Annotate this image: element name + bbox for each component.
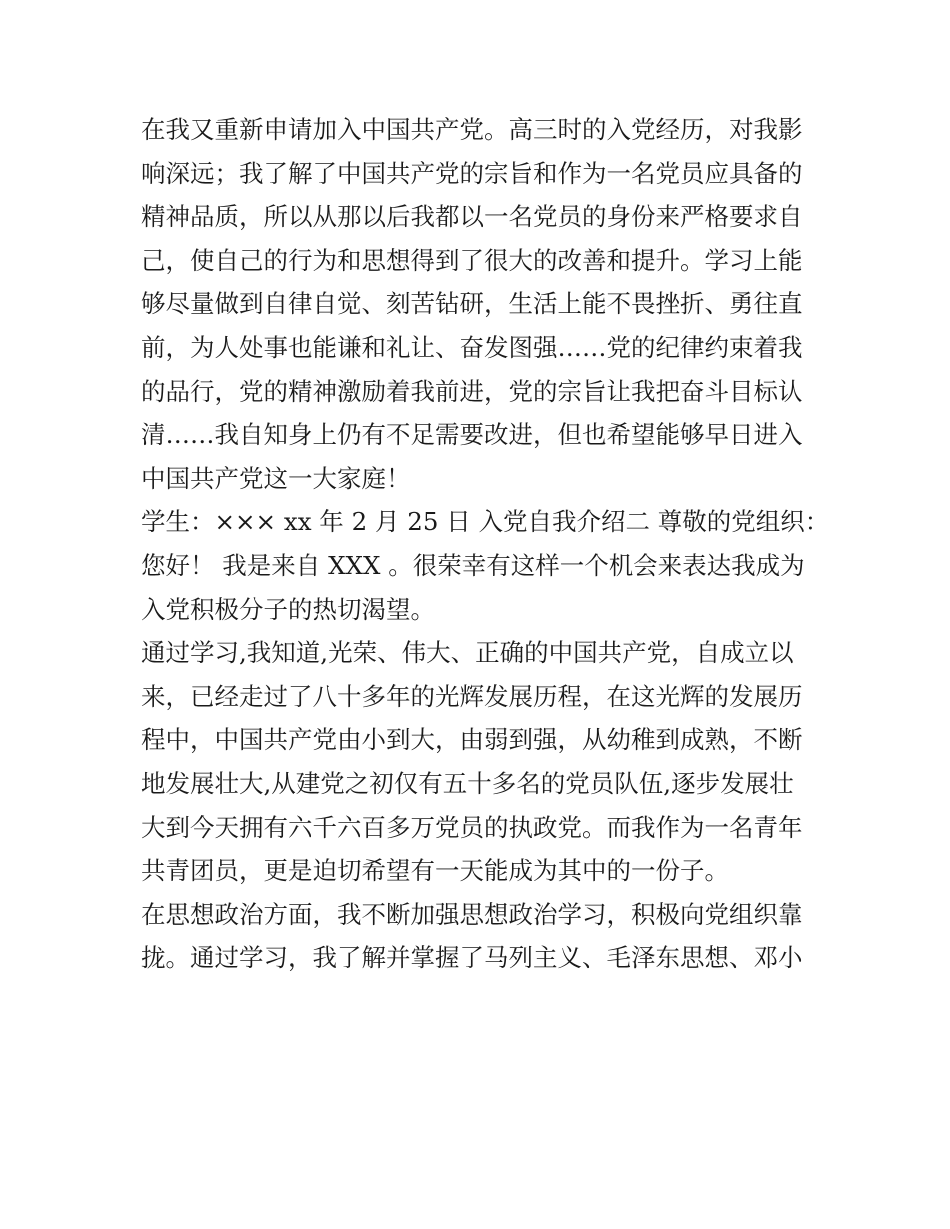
text-line: 入党积极分子的热切渴望。 [141, 594, 435, 624]
text-line: 您好！ 我是来自 XXX 。很荣幸有这样一个机会来表达我成为 [141, 550, 805, 580]
document-body [141, 108, 831, 980]
text-line: 在我又重新申请加入中国共产党。高三时的入党经历，对我影 [141, 115, 803, 144]
text-line: 清……我自知身上仍有不足需要改进，但也希望能够早日进入 [141, 420, 803, 450]
text-line: 通过学习,我知道,光荣、伟大、正确的中国共产党，自成立以 [141, 638, 794, 668]
text-line: 大到今天拥有六千六百多万党员的执政党。而我作为一名青年 [141, 812, 803, 842]
text-line: 学生：××× xx 年 2 月 25 日 入党自我介绍二 尊敬的党组织： [141, 507, 830, 537]
text-line: 前，为人处事也能谦和礼让、奋发图强……党的纪律约束着我 [141, 332, 803, 362]
text-line: 够尽量做到自律自觉、刻苦钻研，生活上能不畏挫折、勇往直 [141, 289, 803, 319]
paragraph-1 [141, 108, 831, 500]
text-line: 来，已经走过了八十多年的光辉发展历程，在这光辉的发展历 [141, 681, 803, 711]
text-line: 响深远；我了解了中国共产党的宗旨和作为一名党员应具备的 [141, 158, 803, 188]
text-line: 在思想政治方面，我不断加强思想政治学习，积极向党组织靠 [141, 899, 803, 929]
text-line: 精神品质，所以从那以后我都以一名党员的身份来严格要求自 [141, 202, 803, 232]
text-line: 共青团员，更是迫切希望有一天能成为其中的一份子。 [141, 856, 729, 886]
paragraph-3 [141, 631, 831, 893]
paragraph-2 [141, 500, 831, 631]
text-line: 拢。通过学习，我了解并掌握了马列主义、毛泽东思想、邓小 [141, 943, 803, 973]
text-line: 程中，中国共产党由小到大，由弱到强，从幼稚到成熟，不断 [141, 725, 803, 755]
paragraph-4 [141, 893, 831, 980]
text-line: 地发展壮大,从建党之初仅有五十多名的党员队伍,逐步发展壮 [141, 768, 794, 798]
text-line: 己，使自己的行为和思想得到了很大的改善和提升。学习上能 [141, 245, 803, 275]
text-line: 中国共产党这一大家庭！ [141, 463, 411, 493]
text-line: 的品行，党的精神激励着我前进，党的宗旨让我把奋斗目标认 [141, 376, 803, 406]
